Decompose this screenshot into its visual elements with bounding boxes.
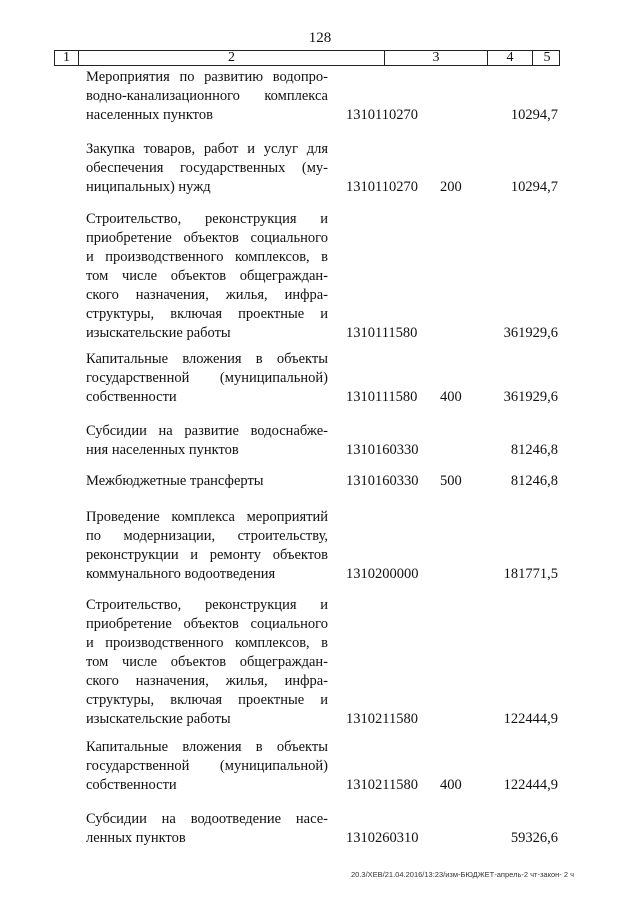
row-amount: 122444,9	[503, 711, 558, 727]
row-description-line: приобретение объектов социального	[86, 616, 328, 632]
row-expense-kind: 400	[440, 777, 462, 793]
row-description-line: ниципальных) нужд	[86, 179, 211, 195]
row-description-line: и производственного комплексов, в	[86, 249, 328, 265]
row-expense-kind: 200	[440, 179, 462, 195]
row-description	[86, 68, 328, 125]
row-description	[86, 596, 328, 729]
row-target-code: 1310111580	[346, 325, 418, 341]
header-col-2: 2	[79, 51, 385, 65]
row-amount: 81246,8	[510, 442, 558, 458]
row-description-line: Строительство, реконструкция и	[86, 211, 328, 227]
row-description-line: собственности	[86, 389, 177, 405]
row-description-line: коммунального водоотведения	[86, 566, 276, 582]
row-description-line: реконструкции и ремонту объектов	[86, 547, 328, 563]
header-col-1: 1	[55, 51, 79, 65]
row-description	[86, 140, 328, 197]
row-description-line: приобретение объектов социального	[86, 230, 328, 246]
table-header	[54, 50, 560, 66]
row-description-line: ния населенных пунктов	[86, 442, 239, 458]
row-description	[86, 210, 328, 343]
row-description-line: Субсидии на водоотведение насе-	[86, 811, 328, 827]
row-amount: 361929,6	[503, 389, 558, 405]
row-description-line: Капитальные вложения в объекты	[86, 351, 328, 367]
row-description-line: Строительство, реконструкция и	[86, 597, 328, 613]
row-description-line: ленных пунктов	[86, 830, 186, 846]
page-number: 128	[308, 30, 332, 46]
row-target-code: 1310211580	[346, 777, 418, 793]
row-amount: 181771,5	[503, 566, 558, 582]
row-description	[86, 350, 328, 407]
row-description-line: водно-канализационного комплекса	[86, 88, 328, 104]
row-description-line: ского назначения, жилья, инфра-	[86, 673, 328, 689]
row-amount: 81246,8	[510, 473, 558, 489]
row-target-code: 1310160330	[346, 473, 419, 489]
row-target-code: 1310111580	[346, 389, 418, 405]
row-target-code: 1310211580	[346, 711, 418, 727]
row-description-line: Мероприятия по развитию водопро-	[86, 69, 328, 85]
row-description-line: собственности	[86, 777, 177, 793]
row-description	[86, 472, 328, 491]
row-description	[86, 810, 328, 848]
row-expense-kind: 500	[440, 473, 462, 489]
row-amount: 59326,6	[510, 830, 558, 846]
row-description-line: том числе объектов общеграждан-	[86, 654, 328, 670]
row-description-line: государственной (муниципальной)	[86, 758, 328, 774]
row-target-code: 1310110270	[346, 179, 418, 195]
row-amount: 10294,7	[510, 107, 558, 123]
row-description-line: обеспечения государственных (му-	[86, 160, 328, 176]
row-target-code: 1310110270	[346, 107, 418, 123]
row-target-code: 1310260310	[346, 830, 419, 846]
row-amount: 122444,9	[503, 777, 558, 793]
row-description-line: Межбюджетные трансферты	[86, 473, 264, 489]
row-description	[86, 422, 328, 460]
row-target-code: 1310160330	[346, 442, 419, 458]
row-description-line: населенных пунктов	[86, 107, 213, 123]
row-description-line: Капитальные вложения в объекты	[86, 739, 328, 755]
row-target-code: 1310200000	[346, 566, 419, 582]
header-col-5: 5	[543, 50, 551, 65]
row-description-line: изыскательские работы	[86, 325, 231, 341]
row-description-line: том числе объектов общеграждан-	[86, 268, 328, 284]
row-description-line: Закупка товаров, работ и услуг для	[86, 141, 328, 157]
row-description-line: изыскательские работы	[86, 711, 231, 727]
row-description-line: по модернизации, строительству,	[86, 528, 328, 544]
row-description-line: государственной (муниципальной)	[86, 370, 328, 386]
row-description-line: структуры, включая проектные и	[86, 692, 328, 708]
row-expense-kind: 400	[440, 389, 462, 405]
header-col-3: 3	[385, 51, 488, 65]
row-description-line: и производственного комплексов, в	[86, 635, 328, 651]
row-description-line: Субсидии на развитие водоснабже-	[86, 423, 328, 439]
row-amount: 10294,7	[510, 179, 558, 195]
row-description-line: ского назначения, жилья, инфра-	[86, 287, 328, 303]
row-description-line: Проведение комплекса мероприятий	[86, 509, 328, 525]
row-description	[86, 508, 328, 584]
row-amount: 361929,6	[503, 325, 558, 341]
row-description	[86, 738, 328, 795]
header-col-4: 4	[488, 51, 533, 65]
row-description-line: структуры, включая проектные и	[86, 306, 328, 322]
footer-document-id: 20.3/ХЕВ/21.04.2016/13:23/изм-БЮДЖЕТ-апрель-2 чт-закон- 2 ч	[350, 870, 574, 879]
